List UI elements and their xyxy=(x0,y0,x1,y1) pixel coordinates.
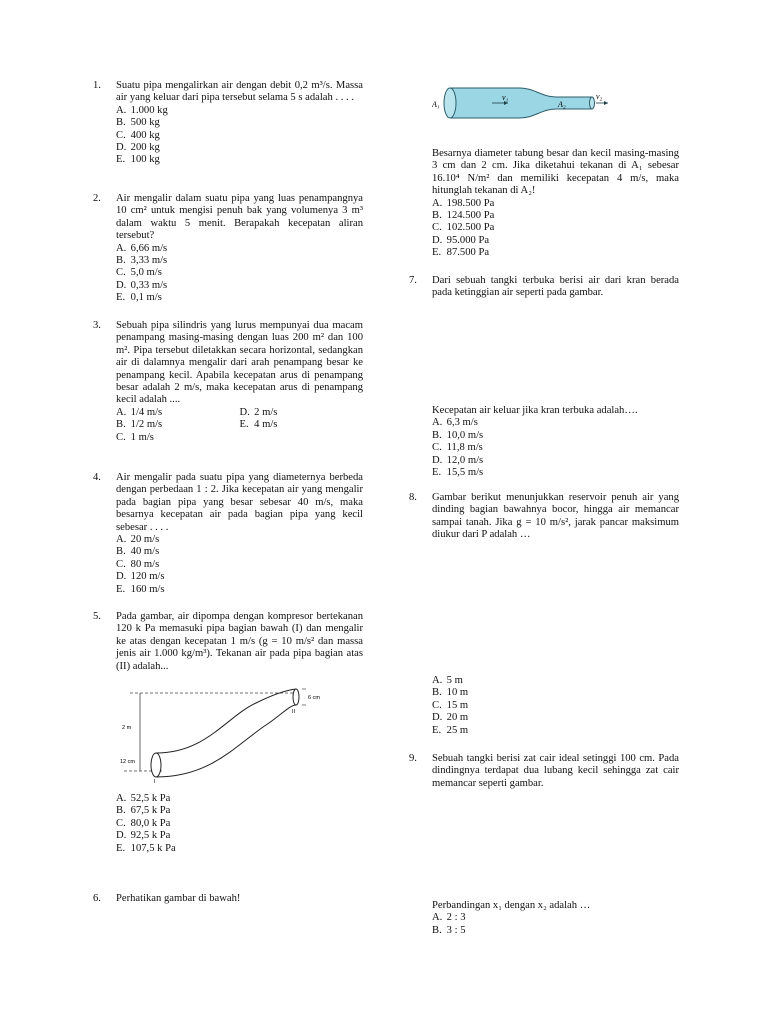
question-number: 2. xyxy=(93,193,101,204)
options-list xyxy=(116,105,363,167)
question-stem: Kecepatan air keluar jika kran terbuka adalah…. xyxy=(432,405,638,416)
question-number: 5. xyxy=(93,611,101,622)
question-stem: Air mengalir dalam suatu pipa yang luas penampangnya 10 cm² untuk mengisi penuh bak yang volumenya 3 m³ dalam waktu 5 menit. Berapakah kecepatan aliran tersebut? xyxy=(116,193,363,242)
option[interactable]: E. 160 m/s xyxy=(116,583,165,595)
option[interactable]: A. 6,3 m/s xyxy=(432,417,478,429)
label-height: 2 m xyxy=(122,725,132,732)
label-top-diameter: 6 cm xyxy=(308,695,320,702)
question-1 xyxy=(93,80,363,167)
question-number: 1. xyxy=(93,80,101,91)
pipe-figure xyxy=(116,681,363,783)
option[interactable]: D. 20 m xyxy=(432,712,469,724)
question-stem: Gambar berikut menunjukkan reservoir penuh air yang dinding bagian bawahnya bocor, hingga air memancar sampai tanah. Jika g = 10 m/s², jarak pancar maksimum diukur dari P adalah … xyxy=(432,492,679,541)
label-II: II xyxy=(292,709,296,716)
question-stem: Suatu pipa mengalirkan air dengan debit 0,2 m³/s. Massa air yang keluar dari pipa tersebut selama 5 s adalah . . . . xyxy=(116,80,363,104)
option[interactable]: D. 0,33 m/s xyxy=(116,279,168,291)
option[interactable]: E. 100 kg xyxy=(116,154,160,166)
question-stem: Air mengalir pada suatu pipa yang diameternya berbeda dengan perbedaan 1 : 2. Jika kecepatan air yang mengalir pada bagian pipa yang besar sebesar 40 m/s, maka besarnya kecepatan air pada bagian pipa yang kecil sebesar . . . . xyxy=(116,472,363,533)
question-8-options xyxy=(409,675,679,737)
options-list xyxy=(116,407,363,444)
option[interactable]: B. 3,33 m/s xyxy=(116,255,168,267)
options-list xyxy=(116,534,363,596)
option[interactable]: A. 198.500 Pa xyxy=(432,197,495,209)
option[interactable]: E. 15,5 m/s xyxy=(432,467,484,479)
option[interactable]: B. 10 m xyxy=(432,687,469,699)
option[interactable]: A. 1.000 kg xyxy=(116,104,168,116)
label-v2: v₂ xyxy=(596,92,603,101)
question-6-continued xyxy=(409,80,679,132)
option[interactable]: E. 0,1 m/s xyxy=(116,292,162,304)
option[interactable]: D. 120 m/s xyxy=(116,571,165,583)
question-7 xyxy=(409,275,679,300)
question-7-body xyxy=(409,405,679,479)
question-6-body xyxy=(409,148,679,260)
option[interactable]: B. 10,0 m/s xyxy=(432,429,484,441)
option[interactable]: C. 400 kg xyxy=(116,129,160,141)
option[interactable]: C. 15 m xyxy=(432,699,469,711)
question-6 xyxy=(93,893,363,905)
pipe-diagram xyxy=(116,681,331,783)
option[interactable]: D. 200 kg xyxy=(116,142,160,154)
label-A1: A₁ xyxy=(432,100,440,109)
option[interactable]: C. 102.500 Pa xyxy=(432,222,495,234)
question-stem: Dari sebuah tangki terbuka berisi air dari kran berada pada ketinggian air seperti pada gambar. xyxy=(432,275,679,299)
question-stem: Sebuah tangki berisi zat cair ideal setinggi 100 cm. Pada dindingnya terdapat dua lubang kecil sehingga zat cair memancar seperti gambar. xyxy=(432,753,679,789)
option[interactable]: C. 5,0 m/s xyxy=(116,267,162,279)
question-number: 6. xyxy=(93,893,101,904)
option[interactable]: C. 80,0 k Pa xyxy=(116,817,171,829)
option[interactable]: D. 12,0 m/s xyxy=(432,454,484,466)
option[interactable]: A. 6,66 m/s xyxy=(116,242,168,254)
question-number: 7. xyxy=(409,275,417,286)
options-list xyxy=(432,912,679,937)
question-stem: Sebuah pipa silindris yang lurus mempunyai dua macam penampang masing-masing dengan luas 200 m² dan 100 m². Pipa tersebut diletakkan secara horizontal, sedangkan air di dalamnya mengalir dari arah penampang besar ke penampang kecil. Apabila kecepatan arus di penampang besar adalah 2 m/s, maka kecepatan arus di penampang kecil adalah .... xyxy=(116,320,363,406)
option[interactable]: C. 11,8 m/s xyxy=(432,442,483,454)
option[interactable]: B. 40 m/s xyxy=(116,546,160,558)
question-stem: Perbandingan x₁ dengan x₂ adalah … xyxy=(432,900,591,911)
options-list xyxy=(432,198,679,260)
tube-figure xyxy=(432,80,612,132)
options-list xyxy=(116,243,363,305)
question-stem: Perhatikan gambar di bawah! xyxy=(116,893,241,904)
option[interactable]: D. 2 m/s xyxy=(239,406,278,418)
option[interactable]: E. 25 m xyxy=(432,724,469,736)
question-number: 8. xyxy=(409,492,417,503)
question-number: 3. xyxy=(93,320,101,331)
option[interactable]: A. 52,5 k Pa xyxy=(116,793,171,805)
option[interactable]: B. 124.500 Pa xyxy=(432,210,495,222)
question-3 xyxy=(93,320,363,444)
question-number: 4. xyxy=(93,472,101,483)
option[interactable]: A. 1/4 m/s xyxy=(116,406,163,418)
question-number: 9. xyxy=(409,753,417,764)
option[interactable]: A. 20 m/s xyxy=(116,534,160,546)
label-bottom-diameter: 12 cm xyxy=(120,759,135,766)
option[interactable]: C. 1 m/s xyxy=(116,431,154,443)
option[interactable]: E. 4 m/s xyxy=(239,419,278,431)
option[interactable]: D. 95.000 Pa xyxy=(432,234,490,246)
option[interactable]: B. 500 kg xyxy=(116,117,160,129)
option[interactable]: A. 2 : 3 xyxy=(432,912,466,924)
question-9 xyxy=(409,753,679,790)
label-A2: A₂ xyxy=(558,100,566,109)
option[interactable]: D. 92,5 k Pa xyxy=(116,830,171,842)
label-I: I xyxy=(154,779,156,784)
option[interactable]: A. 5 m xyxy=(432,675,463,686)
option[interactable]: C. 80 m/s xyxy=(116,558,160,570)
option[interactable]: B. 1/2 m/s xyxy=(116,419,163,431)
question-stem: Besarnya diameter tabung besar dan kecil masing-masing 3 cm dan 2 cm. Jika diketahui tekanan di A₁ sebesar 16.10⁴ N/m² dan memiliki kecepatan 4 m/s, maka hitunglah tekanan di A₂! xyxy=(432,148,679,197)
question-5 xyxy=(93,611,363,855)
options-list xyxy=(116,793,363,855)
option[interactable]: B. 3 : 5 xyxy=(432,924,466,936)
option[interactable]: E. 87.500 Pa xyxy=(432,247,490,259)
question-8 xyxy=(409,492,679,542)
question-stem: Pada gambar, air dipompa dengan kompresor bertekanan 120 k Pa memasuki pipa bagian bawah (I) dan mengalir ke atas dengan kecepatan 1 m/s (g = 10 m/s² dan massa jenis air 1.000 kg/m³). Tekanan air pada pipa bagian atas (II) adalah... xyxy=(116,611,363,672)
option[interactable]: E. 107,5 k Pa xyxy=(116,842,176,854)
options-list xyxy=(432,417,679,479)
question-2 xyxy=(93,193,363,305)
label-v1: v₁ xyxy=(502,93,509,102)
question-9-body xyxy=(409,900,679,937)
options-list xyxy=(432,675,679,737)
question-4 xyxy=(93,472,363,596)
option[interactable]: B. 67,5 k Pa xyxy=(116,805,171,817)
